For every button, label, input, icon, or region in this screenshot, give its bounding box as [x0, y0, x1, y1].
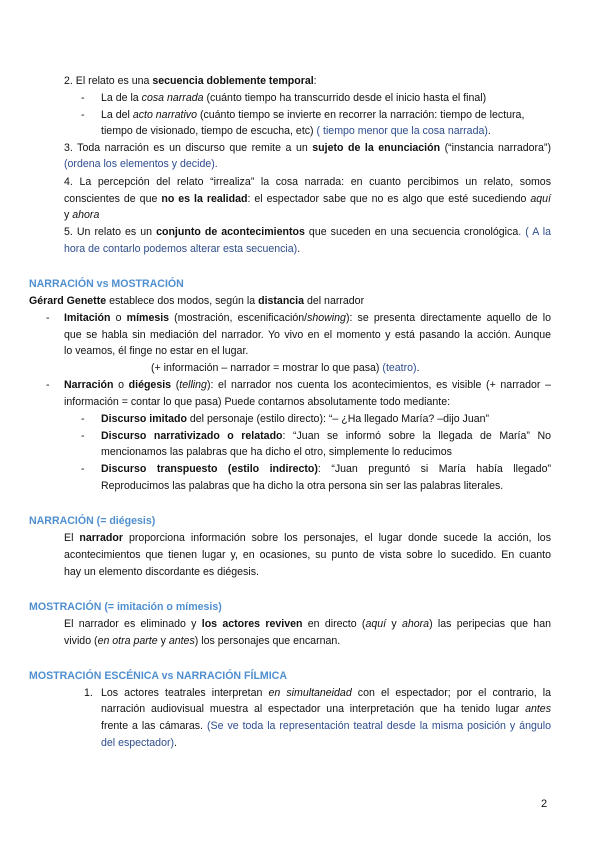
text: . — [174, 737, 177, 749]
section-heading-mostracion: MOSTRACIÓN (= imitación o mímesis) — [29, 601, 222, 613]
dash-bullet: - — [81, 109, 85, 121]
dash-bullet-diegesis: - — [46, 379, 50, 391]
blue-note: (Se ve toda la representación teatral desde la misma posición y ángulo — [206, 720, 551, 732]
text: . — [297, 243, 301, 255]
text: vivido ( — [64, 635, 98, 647]
diegesis-line-2 — [64, 396, 450, 409]
text: 4. La percepción del relato “irrealiza” la cosa narrada: en cuanto percibimos un relato, somos — [64, 176, 551, 188]
bold-text: Gérard Genette — [29, 295, 107, 307]
bold-text: Discurso transpuesto (estilo indirecto) — [101, 463, 318, 475]
sub-dash-1: - — [81, 413, 85, 425]
item-3-note — [64, 158, 218, 171]
text: ) las peripecias que han — [429, 618, 551, 630]
italic-text: ahora — [72, 209, 100, 221]
item-4-line-3 — [64, 209, 99, 222]
discurso-narrativizado-2 — [101, 446, 452, 459]
italic-text: acto narrativo — [132, 109, 197, 121]
blue-note: hora de contarlo podemos alterar esta secuencia) — [64, 243, 298, 255]
text: El narrador es eliminado y — [64, 618, 202, 630]
text: ): se presenta directamente aquello de lo — [345, 312, 552, 324]
italic-text: antes — [525, 703, 551, 715]
italic-text: showing — [307, 312, 346, 324]
dash-item-acto-narrativo — [81, 109, 85, 122]
mostracion-line-2 — [64, 635, 340, 648]
text: : — [313, 75, 317, 87]
italic-text: aquí — [530, 193, 551, 205]
text: El — [64, 532, 80, 544]
dash-bullet: - — [81, 92, 85, 104]
blue-note: del espectador) — [101, 737, 175, 749]
bold-text: Narración — [64, 379, 114, 391]
text: . — [487, 125, 491, 137]
mimesis-line-3 — [64, 345, 248, 358]
bold-text: secuencia doblemente temporal — [152, 75, 314, 87]
dash-item-cosa-narrada — [81, 92, 85, 105]
bold-text: diégesis — [128, 379, 172, 391]
text: ): el narrador nos cuenta los acontecimientos, es visible (+ narrador – — [206, 379, 551, 391]
text: acontecimientos que tienen lugar y, en ocasiones, su punto de vista sobre lo sucedido. En cuanto — [64, 549, 551, 561]
bold-text: los actores reviven — [201, 618, 303, 630]
blue-note: (ordena los elementos y decide). — [64, 158, 218, 170]
narracion-line-1 — [64, 532, 551, 545]
sub-dash-3: - — [81, 463, 85, 475]
text: (cuánto tiempo ha transcurrido desde el inicio hasta el final) — [203, 92, 487, 104]
text: Reproducimos las palabras que ha dicho la otra persona sin ser las palabras literales. — [101, 480, 504, 492]
text: (+ información – narrador = mostrar lo que pasa) — [151, 362, 380, 374]
italic-text: cosa narrada — [141, 92, 204, 104]
narracion-line-2 — [64, 549, 551, 562]
text: o — [110, 312, 127, 324]
bold-text: no es la realidad — [161, 193, 248, 205]
bold-text: Discurso imitado — [101, 413, 187, 425]
text: La de la — [101, 92, 142, 104]
escenica-line-3 — [101, 720, 551, 733]
bold-text: conjunto de acontecimientos — [156, 226, 305, 238]
italic-text: antes — [168, 635, 195, 647]
bold-text: sujeto de la enunciación — [312, 142, 441, 154]
mimesis-formula — [151, 362, 420, 375]
discurso-transpuesto-2 — [101, 480, 503, 493]
sub-dash-2: - — [81, 430, 85, 442]
acto-narrativo-text — [101, 109, 524, 122]
text: Los actores teatrales interpretan — [101, 687, 269, 699]
text: (cuánto tiempo se invierte en recorrer la narración: tiempo de lectura, — [197, 109, 525, 121]
section-heading-mostracion-escenica: MOSTRACIÓN ESCÉNICA vs NARRACIÓN FÍLMICA — [29, 670, 287, 682]
mostracion-line-1 — [64, 618, 551, 631]
italic-text: telling — [179, 379, 207, 391]
text: frente a las cámaras. — [101, 720, 207, 732]
acto-narrativo-text-2 — [101, 125, 491, 138]
page-number: 2 — [541, 798, 548, 810]
text: El relato es una — [75, 75, 153, 87]
item-4-line-1 — [64, 176, 551, 189]
diegesis-line-1 — [64, 379, 551, 392]
text: : “Juan se informó sobre la llegada de María” No — [282, 430, 551, 442]
text: proporciona información sobre los personajes, el lugar donde sucede la acción, los — [122, 532, 551, 544]
blue-note: . ( A la — [518, 226, 551, 238]
text: y — [386, 618, 402, 630]
bold-text: narrador — [79, 532, 123, 544]
text: y — [157, 635, 169, 647]
item-5-line-1 — [64, 226, 551, 239]
section-heading-narracion: NARRACIÓN (= diégesis) — [29, 515, 156, 527]
escenica-line-4 — [101, 737, 177, 750]
blue-note: ( tiempo menor que la cosa narrada) — [313, 125, 488, 137]
item-2-line — [64, 75, 317, 88]
text: hay un elemento discordante es diégesis. — [64, 566, 259, 578]
text: tiempo de visionado, tiempo de escucha, etc) — [101, 125, 314, 137]
blue-note: (teatro) — [379, 362, 417, 374]
italic-text: en simultaneidad — [268, 687, 352, 699]
text: La del — [101, 109, 133, 121]
text: que suceden en una secuencia cronológica — [304, 226, 519, 238]
text: ) los personajes que encarnan. — [194, 635, 341, 647]
bold-text: Discurso narrativizado o relatado — [101, 430, 283, 442]
mimesis-line-1 — [64, 312, 551, 325]
text: ( — [171, 379, 180, 391]
genette-intro — [29, 295, 364, 308]
escenica-line-2 — [101, 703, 551, 716]
text: narración audiovisual muestra al espectador una interpretación que ha tenido lugar — [101, 703, 526, 715]
text: : el espectador sabe que no es algo que esté sucediendo — [247, 193, 531, 205]
text: del narrador — [304, 295, 365, 307]
text: y — [64, 209, 73, 221]
section-heading-narracion-vs-mostracion: NARRACIÓN vs MOSTRACIÓN — [29, 278, 184, 290]
text: : “Juan preguntó si María había llegado” — [317, 463, 551, 475]
text: 3. Toda narración es un discurso que remite a un — [64, 142, 313, 154]
text: conscientes de que — [64, 193, 162, 205]
italic-text: aquí — [365, 618, 387, 630]
item-3-line — [64, 142, 551, 155]
text: en directo ( — [302, 618, 366, 630]
italic-text: ahora — [401, 618, 430, 630]
italic-text: en otra parte — [97, 635, 158, 647]
text: lo veamos, él finge no estar en el lugar. — [64, 345, 249, 357]
text: con el espectador; por el contrario, la — [351, 687, 551, 699]
bold-text: distancia — [258, 295, 305, 307]
text: que se habla sin mediación del narrador. Yo vivo en el momento y está pasando la acción. Aunque — [64, 329, 551, 341]
text: establece dos modos, según la — [106, 295, 259, 307]
discurso-narrativizado — [101, 430, 551, 443]
discurso-imitado — [101, 413, 489, 426]
bold-text: mímesis — [126, 312, 170, 324]
bold-text: Imitación — [64, 312, 111, 324]
item-1-number: 1. — [84, 687, 93, 699]
text: 5. Un relato es un — [64, 226, 157, 238]
narracion-line-3 — [64, 566, 259, 579]
item-number: 2. — [64, 75, 73, 87]
text: del personaje (estilo directo): “– ¿Ha llegado María? –dijo Juan” — [186, 413, 490, 425]
item-5-line-2 — [64, 243, 300, 256]
discurso-transpuesto — [101, 463, 551, 476]
item-4-line-2 — [64, 193, 551, 206]
text: (“instancia narradora”) — [440, 142, 551, 154]
text: información = contar lo que pasa) Puede contarnos absolutamente todo mediante: — [64, 396, 451, 408]
text: mencionamos las palabras que ha dicho el otro, simplemente lo reducimos — [101, 446, 452, 458]
cosa-narrada-text — [101, 92, 486, 105]
escenica-line-1 — [101, 687, 551, 700]
text: o — [113, 379, 129, 391]
text: (mostración, escenificación/ — [169, 312, 308, 324]
mimesis-line-2 — [64, 329, 551, 342]
text: . — [416, 362, 420, 374]
dash-bullet-mimesis: - — [46, 312, 50, 324]
